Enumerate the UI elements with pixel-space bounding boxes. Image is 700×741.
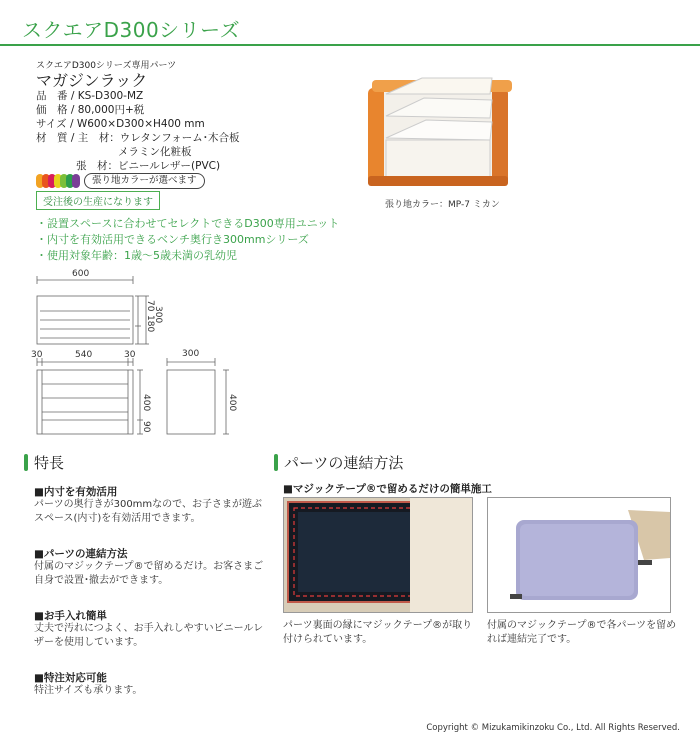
product-price: 価 格 / 80,000円+税: [36, 104, 145, 116]
dim-inner-540: 540: [75, 350, 93, 360]
feature-bullet: ・設置スペースに合わせてセレクトできるD300専用ユニット: [36, 217, 340, 230]
feature-bullet: ・使用対象年齢：1歳～5歳未満の乳幼児: [36, 249, 237, 262]
header-divider: [0, 44, 700, 46]
dim-side-30: 30: [31, 350, 43, 360]
feature-title: ■特注対応可能: [34, 672, 107, 684]
dim-side-height: 400: [227, 394, 237, 412]
feature-title: ■パーツの連結方法: [34, 548, 128, 560]
page-title: スクエアD300シリーズ: [22, 18, 241, 42]
velcro-underside-photo: [283, 497, 473, 613]
dim-front-height: 400: [141, 394, 151, 412]
feature-title: ■内寸を有効活用: [34, 486, 118, 498]
feature-title: ■お手入れ簡単: [34, 610, 107, 622]
feature-body: パーツの奥行きが300mmなので、お子さまが遊ぶスペース(内寸)を有効活用できます。: [34, 499, 262, 524]
feature-bullet: ・内寸を有効活用できるベンチ奥行き300mmシリーズ: [36, 233, 309, 246]
dim-base-90: 90: [141, 421, 151, 433]
connection-heading: パーツの連結方法: [284, 454, 404, 472]
dim-side-30: 30: [124, 350, 136, 360]
order-note-badge: 受注後の生産になります: [36, 191, 160, 210]
dim-height-300: 300: [153, 306, 163, 324]
product-size: サイズ / W600×D300×H400 mm: [36, 118, 205, 130]
connection-subheading: ■マジックテープ®で留めるだけの簡単施工: [283, 483, 492, 495]
product-photo: [362, 68, 522, 190]
dim-width-total: 600: [72, 269, 90, 279]
photo-caption-right: 付属のマジックテープ®で各パーツを留めれば連結完了です。: [487, 620, 677, 645]
feature-body: 特注サイズも承ります。: [34, 685, 143, 696]
feature-body: 丈夫で汚れにつよく、お手入れしやすいビニールレザーを使用しています。: [34, 623, 264, 648]
product-material-cover: 張 材：ビニールレザー(PVC): [76, 160, 221, 172]
connected-parts-photo: [487, 497, 671, 613]
features-heading: 特長: [34, 454, 65, 472]
dim-height-70: 70: [145, 300, 155, 312]
photo-caption: 張り地カラー：MP-7 ミカン: [385, 200, 500, 210]
dimension-drawing: [20, 266, 260, 446]
photo-caption-left: パーツ裏面の縁にマジックテープ®が取り付けられています。: [283, 620, 473, 645]
product-subtitle: スクエアD300シリーズ専用パーツ: [36, 61, 177, 71]
color-swatch: [72, 174, 80, 188]
copyright: Copyright © Mizukamikinzoku Co., Ltd. All Rights Reserved.: [426, 723, 680, 733]
product-material-main: 材 質 / 主 材：ウレタンフォーム･木合板: [36, 132, 240, 144]
feature-body: 付属のマジックテープ®で留めるだけ。お客さまご自身で設置･撤去ができます。: [34, 561, 264, 586]
section-marker: [274, 454, 278, 471]
color-options-pill: 張り地カラーが選べます: [84, 173, 205, 189]
color-swatches: [36, 173, 78, 187]
section-marker: [24, 454, 28, 471]
product-code: 品 番 / KS-D300-MZ: [36, 90, 144, 102]
dim-height-180: 180: [145, 315, 155, 333]
product-name: マガジンラック: [36, 71, 148, 90]
dim-depth-total: 300: [182, 349, 200, 359]
product-material-main-2: メラミン化粧板: [118, 146, 192, 158]
